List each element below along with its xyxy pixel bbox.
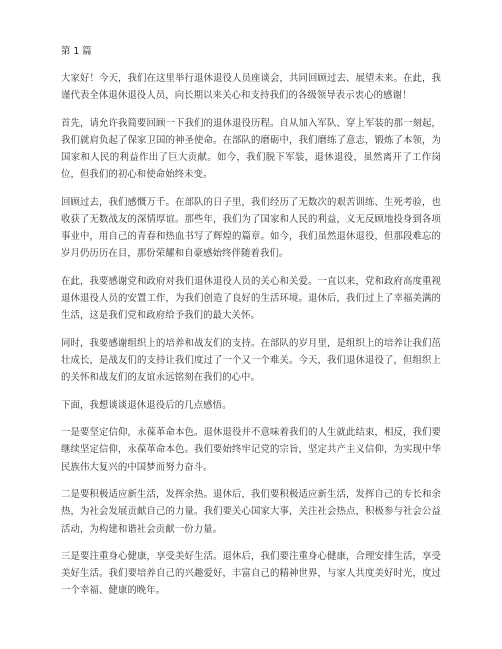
paragraph-point-one: 一是要坚定信仰，永葆革命本色。退休退役并不意味着我们的人生就此结束，相反，我们要继续坚定信仰，永葆革命本色。我们要始终牢记党的宗旨，坚定共产主义信仰，为实现中华民族伟大复兴的中国梦而努力奋斗。 — [61, 427, 441, 473]
paragraph-thanks-government: 在此，我要感谢党和政府对我们退休退役人员的关心和关爱。一直以来，党和政府高度重视退休退役人员的安置工作，为我们创造了良好的生活环境。退休后，我们过上了幸福美满的生活，这是我们党和政府给予我们的最大关怀。 — [61, 275, 441, 322]
document-body — [61, 45, 441, 600]
paragraph-point-three: 三是要注重身心健康，享受美好生活。退休后，我们要注重身心健康，合理安排生活，享受美好生活。我们要培养自己的兴趣爱好，丰富自己的精神世界，与家人共度美好时光，度过一个幸福、健康的晚年。 — [61, 551, 441, 597]
paragraph-history: 首先，请允许我简要回顾一下我们的退休退役历程。自从加入军队、穿上军装的那一刻起，我们就肩负起了保家卫国的神圣使命。在部队的磨砺中，我们磨练了意志，锻炼了本领，为国家和人民的利益作出了巨大贡献。如今，我们脱下军装，退休退役，虽然离开了工作岗位，但我们的初心和使命始终未变。 — [61, 117, 441, 181]
paragraph-reflection: 回顾过去，我们感慨万千。在部队的日子里，我们经历了无数次的艰苦训练、生死考验，也收获了无数战友的深情厚谊。那些年，我们为了国家和人民的利益，义无反顾地投身到各项事业中，用自己的青春和热血书写了辉煌的篇章。如今，我们虽然退休退役，但那段难忘的岁月仍历历在目，那份荣耀和自豪感始终伴随着我们。 — [61, 196, 441, 260]
paragraph-point-two: 二是要积极适应新生活，发挥余热。退休后，我们要积极适应新生活，发挥自己的专长和余热，为社会发展贡献自己的力量。我们要关心国家大事，关注社会热点，积极参与社会公益活动，为构建和谐社会贡献一份力量。 — [61, 489, 441, 535]
section-heading: 第 1 篇 — [61, 46, 92, 57]
paragraph-intro-points: 下面，我想谈谈退休退役后的几点感悟。 — [61, 399, 232, 411]
paragraph-opening: 大家好！今天，我们在这里举行退休退役人员座谈会，共同回顾过去、展望未来。在此，我谨代表全体退休退役人员，向长期以来关心和支持我们的各级领导表示衷心的感谢！ — [61, 73, 441, 102]
paragraph-thanks-comrades: 同时，我要感谢组织上的培养和战友们的支持。在部队的岁月里，是组织上的培养让我们茁壮成长，是战友们的支持让我们度过了一个又一个难关。今天，我们退休退役了，但组织上的关怀和战友们的友谊永远铭刻在我们的心中。 — [61, 337, 441, 384]
